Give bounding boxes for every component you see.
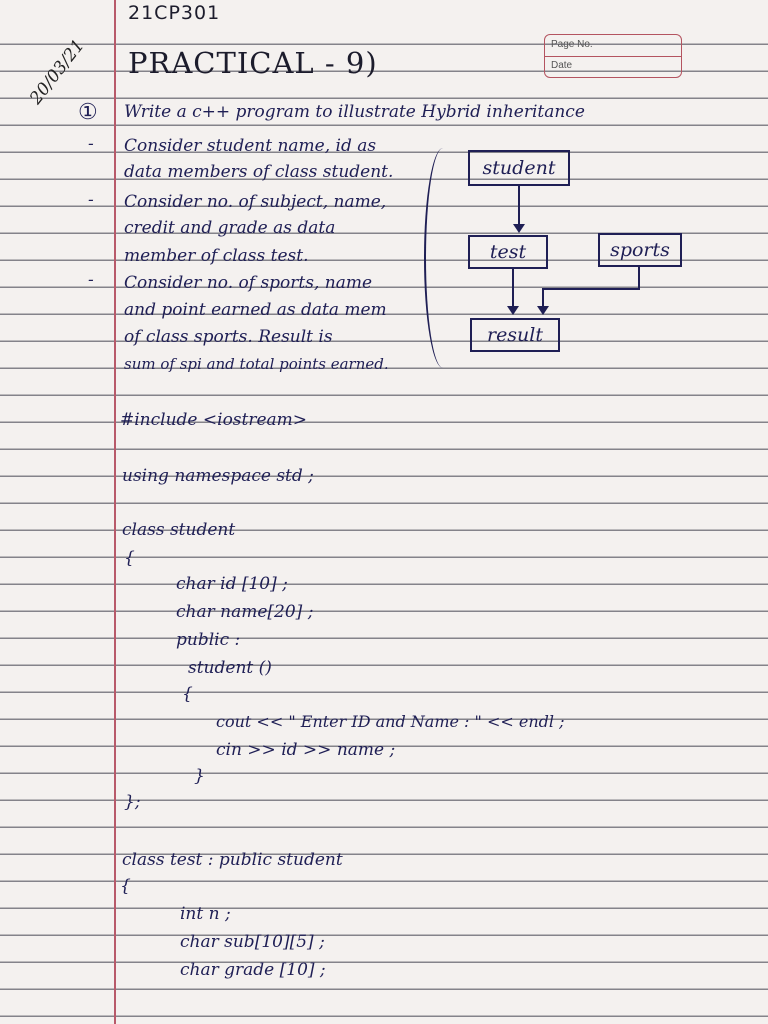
course-code: 21CP301 [128, 2, 221, 24]
question-line-5: credit and grade as data [124, 218, 336, 238]
sports-box: sports [598, 233, 682, 267]
code-line: class student [122, 520, 236, 540]
code-line: cout << " Enter ID and Name : " << endl ; [216, 712, 565, 731]
diagram-brace [424, 148, 462, 368]
code-line: char id [10] ; [176, 574, 288, 594]
arrow-line [542, 288, 544, 308]
bullet-dash: - [88, 270, 94, 290]
code-line: { [182, 684, 193, 704]
code-line: }; [124, 792, 141, 812]
bullet-dash: - [88, 134, 94, 154]
date-label: Date [551, 60, 573, 71]
arrow-line [512, 267, 514, 309]
code-line: using namespace std ; [122, 466, 314, 486]
arrow-line [518, 184, 520, 226]
code-line: #include <iostream> [120, 410, 308, 430]
margin-line [114, 0, 116, 1024]
code-line: { [120, 876, 131, 896]
code-line: student () [188, 658, 272, 678]
page-title: PRACTICAL - 9) [128, 46, 378, 80]
code-line: int n ; [180, 904, 231, 924]
code-line: cin >> id >> name ; [216, 740, 396, 760]
question-line-3: data members of class student. [124, 162, 394, 182]
page-date-box [544, 34, 682, 78]
question-line-6: member of class test. [124, 246, 309, 266]
code-line: } [194, 766, 205, 786]
question-line-7: Consider no. of sports, name [124, 273, 373, 293]
code-line: class test : public student [122, 850, 343, 870]
box-divider [545, 56, 681, 57]
student-box: student [468, 150, 570, 186]
code-line: char grade [10] ; [180, 960, 326, 980]
code-line: char name[20] ; [176, 602, 314, 622]
question-number: ① [78, 100, 98, 125]
test-box: test [468, 235, 548, 269]
arrow-head [537, 306, 549, 315]
bullet-dash: - [88, 190, 94, 210]
code-line: { [124, 548, 135, 568]
question-line-2: Consider student name, id as [124, 136, 377, 156]
question-line-9: of class sports. Result is [124, 327, 333, 347]
arrow-line [638, 265, 640, 289]
question-line-4: Consider no. of subject, name, [124, 192, 387, 212]
question-line-1: Write a c++ program to illustrate Hybrid inheritance [124, 102, 585, 122]
arrow-head [513, 224, 525, 233]
arrow-line [542, 288, 640, 290]
page-no-label: Page No. [551, 39, 593, 50]
arrow-head [507, 306, 519, 315]
code-line: char sub[10][5] ; [180, 932, 325, 952]
code-line: public : [176, 630, 241, 650]
result-box: result [470, 318, 560, 352]
date-written: 20/03/21 [26, 35, 89, 109]
question-line-10: sum of spi and total points earned. [124, 355, 389, 373]
question-line-8: and point earned as data mem [124, 300, 387, 320]
